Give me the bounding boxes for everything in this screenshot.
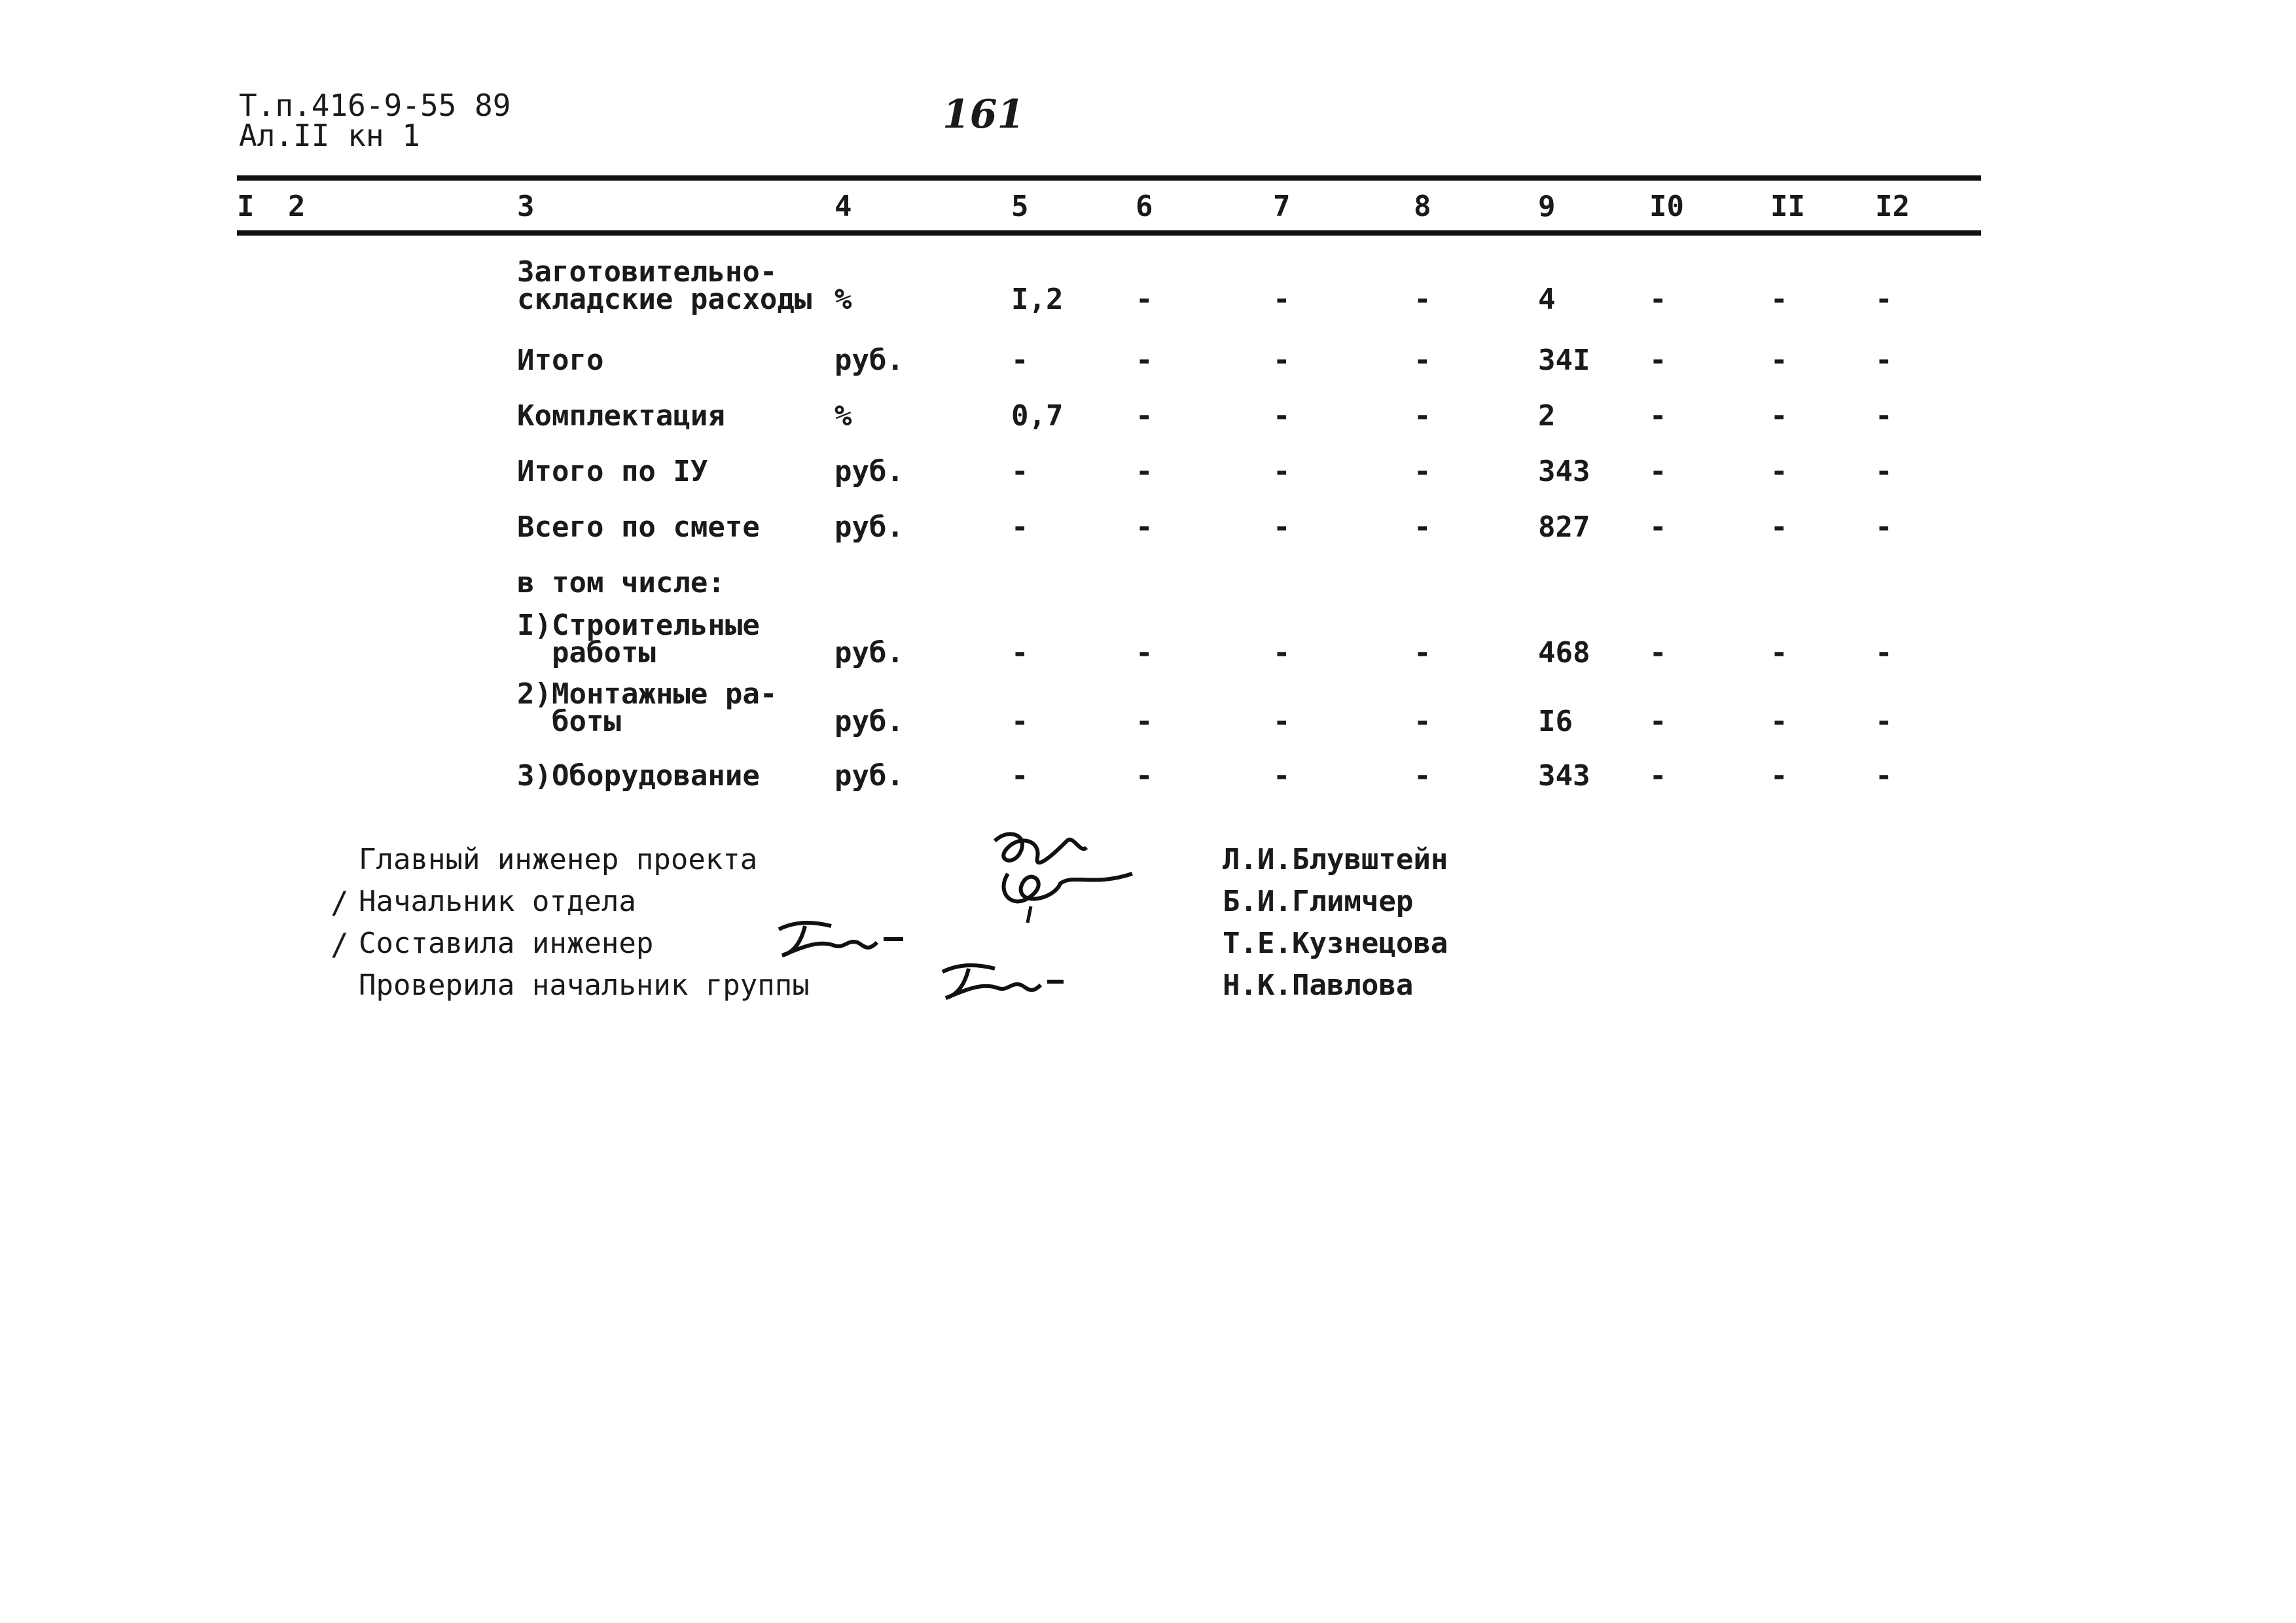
row-label: 3)Оборудование <box>517 759 760 793</box>
signature-name: Т.Е.Кузнецова <box>1223 927 1448 960</box>
row-value-c6: - <box>1136 510 1153 544</box>
row-value-c8: - <box>1414 344 1431 377</box>
row-value-c6: - <box>1136 759 1153 793</box>
column-header: 3 <box>517 190 535 223</box>
row-value-c9: 2 <box>1538 399 1556 433</box>
row-value-c11: - <box>1770 283 1788 316</box>
row-value-c9: 4 <box>1538 283 1556 316</box>
signature-title: Главный инженер проекта <box>359 843 758 876</box>
signature-scribble-engineer <box>772 913 910 965</box>
signature-name: Н.К.Павлова <box>1223 969 1414 1002</box>
row-label: Всего по смете <box>517 510 760 544</box>
row-value-c12: - <box>1875 636 1893 669</box>
row-value-c7: - <box>1273 455 1291 488</box>
row-label: I)Строительные работы <box>517 609 760 669</box>
signature-title: Проверила начальник группы <box>359 969 810 1002</box>
row-value-c6: - <box>1136 705 1153 738</box>
row-value-c12: - <box>1875 705 1893 738</box>
column-header: I0 <box>1649 190 1684 223</box>
row-value-c7: - <box>1273 283 1291 316</box>
row-value-c12: - <box>1875 283 1893 316</box>
top-rule <box>237 175 1981 181</box>
document-code-line2: Ал.II кн 1 <box>239 118 420 153</box>
row-unit: руб. <box>834 705 904 738</box>
row-value-c5: - <box>1011 705 1029 738</box>
row-value-c7: - <box>1273 759 1291 793</box>
row-value-c5: 0,7 <box>1011 399 1064 433</box>
row-value-c12: - <box>1875 399 1893 433</box>
column-header: 2 <box>288 190 306 223</box>
row-value-c5: - <box>1011 759 1029 793</box>
row-value-c7: - <box>1273 399 1291 433</box>
row-value-c8: - <box>1414 455 1431 488</box>
row-value-c5: - <box>1011 344 1029 377</box>
row-value-c9: 468 <box>1538 636 1590 669</box>
row-value-c7: - <box>1273 344 1291 377</box>
signature-mark: / <box>331 885 349 920</box>
row-value-c11: - <box>1770 705 1788 738</box>
column-header: 9 <box>1538 190 1556 223</box>
row-value-c7: - <box>1273 510 1291 544</box>
row-value-c5: - <box>1011 636 1029 669</box>
row-value-c10: - <box>1649 636 1667 669</box>
row-unit: руб. <box>834 344 904 377</box>
header-bottom-rule <box>237 230 1981 236</box>
row-label: в том числе: <box>517 566 725 599</box>
signature-scribble-chief <box>982 821 1152 926</box>
row-label: Итого <box>517 344 604 377</box>
column-header: 4 <box>834 190 852 223</box>
row-label: Итого по IУ <box>517 455 708 488</box>
document-code-second <box>239 120 420 151</box>
document-code-line1: Т.п.416-9-55 89 <box>239 88 511 123</box>
row-value-c10: - <box>1649 344 1667 377</box>
column-header: 7 <box>1273 190 1291 223</box>
row-value-c10: - <box>1649 510 1667 544</box>
row-value-c10: - <box>1649 705 1667 738</box>
signature-name: Л.И.Блувштейн <box>1223 843 1448 876</box>
row-value-c9: 343 <box>1538 455 1590 488</box>
row-value-c10: - <box>1649 283 1667 316</box>
row-value-c8: - <box>1414 510 1431 544</box>
row-unit: руб. <box>834 455 904 488</box>
row-value-c7: - <box>1273 705 1291 738</box>
row-unit: руб. <box>834 636 904 669</box>
row-value-c5: - <box>1011 455 1029 488</box>
column-header: 5 <box>1011 190 1029 223</box>
row-value-c11: - <box>1770 636 1788 669</box>
row-value-c10: - <box>1649 399 1667 433</box>
row-label: Комплектация <box>517 399 725 433</box>
row-value-c9: 827 <box>1538 510 1590 544</box>
row-value-c12: - <box>1875 759 1893 793</box>
row-value-c6: - <box>1136 455 1153 488</box>
signature-name: Б.И.Глимчер <box>1223 885 1414 918</box>
column-header: 6 <box>1136 190 1153 223</box>
column-header: I <box>237 190 255 223</box>
signature-mark: / <box>331 927 349 962</box>
signature-scribble-group-lead <box>936 955 1067 1008</box>
row-value-c9: 34I <box>1538 344 1590 377</box>
row-value-c11: - <box>1770 759 1788 793</box>
row-unit: руб. <box>834 759 904 793</box>
row-unit: % <box>834 399 852 433</box>
row-value-c6: - <box>1136 636 1153 669</box>
row-value-c9: I6 <box>1538 705 1573 738</box>
row-value-c9: 343 <box>1538 759 1590 793</box>
row-value-c8: - <box>1414 399 1431 433</box>
column-header: 8 <box>1414 190 1431 223</box>
row-value-c8: - <box>1414 705 1431 738</box>
column-header: I2 <box>1875 190 1910 223</box>
row-value-c5: - <box>1011 510 1029 544</box>
row-unit: руб. <box>834 510 904 544</box>
row-value-c8: - <box>1414 636 1431 669</box>
row-value-c6: - <box>1136 399 1153 433</box>
row-value-c10: - <box>1649 455 1667 488</box>
row-value-c8: - <box>1414 759 1431 793</box>
row-value-c7: - <box>1273 636 1291 669</box>
row-value-c11: - <box>1770 399 1788 433</box>
row-value-c8: - <box>1414 283 1431 316</box>
row-value-c11: - <box>1770 510 1788 544</box>
signature-title: Составила инженер <box>359 927 654 960</box>
column-header: II <box>1770 190 1805 223</box>
row-value-c11: - <box>1770 455 1788 488</box>
row-unit: % <box>834 283 852 316</box>
row-value-c10: - <box>1649 759 1667 793</box>
row-value-c6: - <box>1136 344 1153 377</box>
document-code <box>239 88 511 123</box>
page-number: 161 <box>942 92 1025 137</box>
row-value-c12: - <box>1875 510 1893 544</box>
row-value-c11: - <box>1770 344 1788 377</box>
row-label: Заготовительно- складские расходы <box>517 255 812 316</box>
row-value-c6: - <box>1136 283 1153 316</box>
row-value-c5: I,2 <box>1011 283 1064 316</box>
signature-title: Начальник отдела <box>359 885 636 918</box>
row-value-c12: - <box>1875 455 1893 488</box>
row-label: 2)Монтажные ра- боты <box>517 677 778 738</box>
row-value-c12: - <box>1875 344 1893 377</box>
